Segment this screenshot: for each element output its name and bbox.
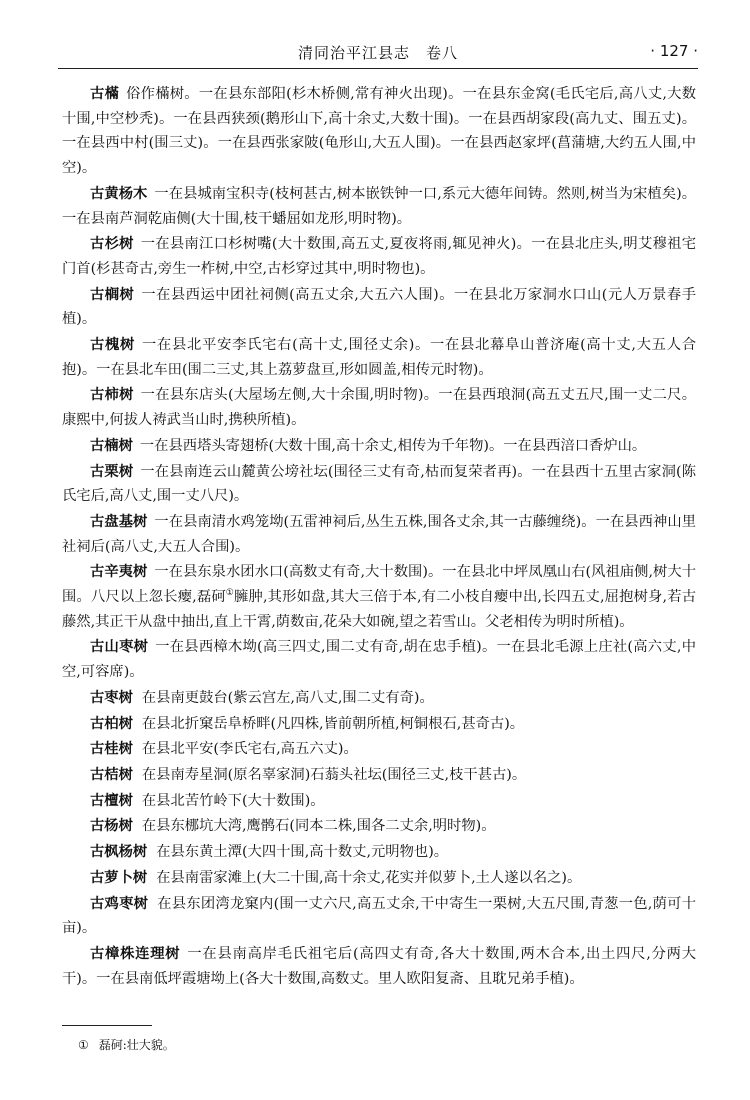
footnote-divider [62, 1025, 152, 1026]
entry-term: 古萝卜树 [90, 869, 148, 886]
entry-term: 古黄杨木 [90, 185, 148, 202]
entry-text: 在县北苦竹岭下(大十数围)。 [141, 792, 325, 809]
running-title: 清同治平江县志 卷八 [297, 44, 459, 62]
entry-term: 古榈树 [90, 286, 135, 303]
tree-entry [62, 232, 696, 281]
entry-text: 一在县南高岸毛氏祖宅后(高四丈有奇,各大十数围,两木合本,出土四尺,分两大干)。一在县南低坪霞塘坳上(各大十数围,高数丈。里人欧阳复斋、且耽兄弟手植)。 [62, 945, 697, 987]
footnote-marker: ① [225, 588, 235, 599]
entry-text: 一在县南江口杉树嘴(大十数围,高五丈,夏夜将雨,辄见神火)。一在县北庄头,明艾穆祖宅门首(杉甚奇古,旁生一柞树,中空,古杉穿过其中,明时物也)。 [62, 236, 696, 277]
page-number: · 127 · [650, 42, 698, 60]
entry-term: 古柿树 [90, 387, 134, 404]
entry-text: 一在县西樟木坳(高三四丈,围二丈有奇,胡在忠手植)。一在县北毛源上庄社(高六丈,中空,可容席)。 [62, 639, 696, 681]
entry-term: 古枫杨树 [90, 844, 148, 861]
tree-entry [62, 840, 696, 865]
entry-text: 在县东黄土潭(大四十围,高十数丈,元明物也)。 [156, 844, 449, 861]
entry-text: 一在县西塔头寄翅桥(大数十围,高十余丈,相传为千年物)。一在县西涪口香炉山。 [139, 437, 647, 454]
tree-entry [62, 560, 696, 634]
entry-text: 一在县东泉水团水口(高数丈有奇,大十数围)。一在县北中坪凤凰山右(风祖庙侧,树大十围。八尺以上忽长瘿,磊砢 [62, 564, 696, 606]
tree-entry [62, 737, 696, 762]
tree-entry [62, 635, 696, 684]
entry-text-continued: 臃肿,其形如盘,其大三倍于本,有二小枝自瘿中出,长四五丈,屈抱树身,若古藤然,其正干从盘中抽出,直上干霄,荫数亩,花朵大如碗,望之若雪山。父老相传为明时所植)。 [62, 589, 696, 630]
tree-entry [62, 814, 696, 839]
entry-term: 古鸡枣树 [90, 895, 149, 912]
tree-entry [62, 763, 696, 788]
footnote-text: 磊砢:壮大貌。 [98, 1038, 175, 1052]
entry-text: 在县南更鼓台(紫云宫左,高八丈,围二丈有奇)。 [141, 689, 434, 706]
entry-term: 古山枣树 [90, 639, 149, 656]
footnote [78, 1036, 175, 1053]
entry-term: 古槐树 [90, 337, 136, 354]
tree-entry [62, 434, 696, 459]
tree-entry [62, 333, 696, 382]
entry-text: 在县北平安(李氏宅右,高五六丈)。 [141, 741, 358, 758]
page-header [58, 40, 698, 69]
tree-entry [62, 460, 696, 509]
entry-text: 一在县南清水鸡笼坳(五雷神祠后,丛生五株,围各丈余,其一古藤缠绕)。一在县西神山里社祠后(高八丈,大五人合围)。 [62, 513, 696, 555]
tree-entry [62, 712, 696, 737]
entry-term: 古桂树 [90, 741, 133, 758]
tree-entry [62, 686, 696, 711]
entry-text: 在县南寿星洞(原名辜家洞)石蓊头社坛(围径三丈,枝干甚古)。 [141, 766, 527, 783]
tree-entry [62, 942, 696, 991]
entry-term: 古樠 [90, 86, 120, 102]
entry-text: 在县北折窠岳阜桥畔(凡四株,皆前朝所植,柯铜根石,甚奇古)。 [141, 715, 525, 732]
entry-term: 古楠树 [90, 437, 133, 454]
tree-entry [62, 892, 696, 941]
entry-term: 古桔树 [90, 766, 133, 783]
entry-text: 一在县南连云山麓黄公塝社坛(围径三丈有奇,枯而复荣者再)。一在县西十五里古家洞(陈氏宅后,高八丈,围一丈八尺)。 [62, 463, 697, 505]
entry-term: 古柏树 [90, 715, 133, 732]
entry-text: 一在县东店头(大屋场左侧,大十余围,明时物)。一在县西琅洞(高五丈五尺,围一丈二尺。康熙中,何拔人祷武当山时,携秧所植)。 [62, 387, 697, 429]
entry-text: 一在县西运中团社祠侧(高五丈余,大五六人围)。一在县北万家洞水口山(元人万景春手植)。 [62, 286, 697, 328]
entry-text: 俗作樠树。一在县东部阳(杉木桥侧,常有神火出现)。一在县东金窝(毛氏宅后,高八丈,大数十围,中空杪秃)。一在县西狭颈(鹅形山下,高十余丈,大数十围)。一在县西胡家段(高九丈、围五丈)。一在县西中村(围三丈)。一在县西张家陂(龟形山,大五人围)。一在县西赵家坪(菖蒲塘,大约五人围,中空)。 [62, 86, 697, 177]
entry-text: 一在县城南宝积寺(枝柯甚古,树本嵌铁钟一口,系元大德年间铸。然则,树当为宋植矣)。一在县南芦洞乾庙侧(大十围,枝干蟠屈如龙形,明时物)。 [62, 185, 696, 227]
entry-term: 古檀树 [90, 792, 133, 809]
tree-entry [62, 383, 696, 432]
tree-entry [62, 82, 696, 181]
tree-entry [62, 182, 696, 231]
entry-text: 一在县北平安李氏宅右(高十丈,围径丈余)。一在县北幕阜山普济庵(高十丈,大五人合抱)。一在县北车田(围二三丈,其上荔萝盘亘,形如圆盖,相传元时物)。 [62, 337, 696, 378]
main-text [62, 82, 696, 992]
footnote-number: ① [78, 1038, 89, 1052]
entry-term: 古辛夷树 [90, 564, 148, 581]
entry-term: 古杉树 [90, 236, 134, 253]
entry-term: 古盘基树 [90, 513, 148, 530]
tree-entry [62, 510, 696, 559]
entry-term: 古栗树 [90, 463, 134, 480]
entry-term: 古杨树 [90, 818, 133, 835]
entry-text: 在县东团湾龙窠内(围一丈六尺,高五丈余,干中寄生一栗树,大五尺围,青葱一色,荫可十亩)。 [62, 895, 697, 937]
entry-term: 古枣树 [90, 689, 133, 706]
entry-term: 古樟株连理树 [90, 945, 181, 962]
entry-text: 在县南雷家滩上(大二十围,高十余丈,花实并似萝卜,土人遂以名之)。 [156, 869, 582, 886]
entry-text: 在县东梛坑大湾,鹰鹘石(同本二株,围各二丈余,明时物)。 [141, 818, 496, 835]
tree-entry [62, 283, 696, 332]
tree-entry [62, 866, 696, 891]
tree-entry [62, 789, 696, 814]
